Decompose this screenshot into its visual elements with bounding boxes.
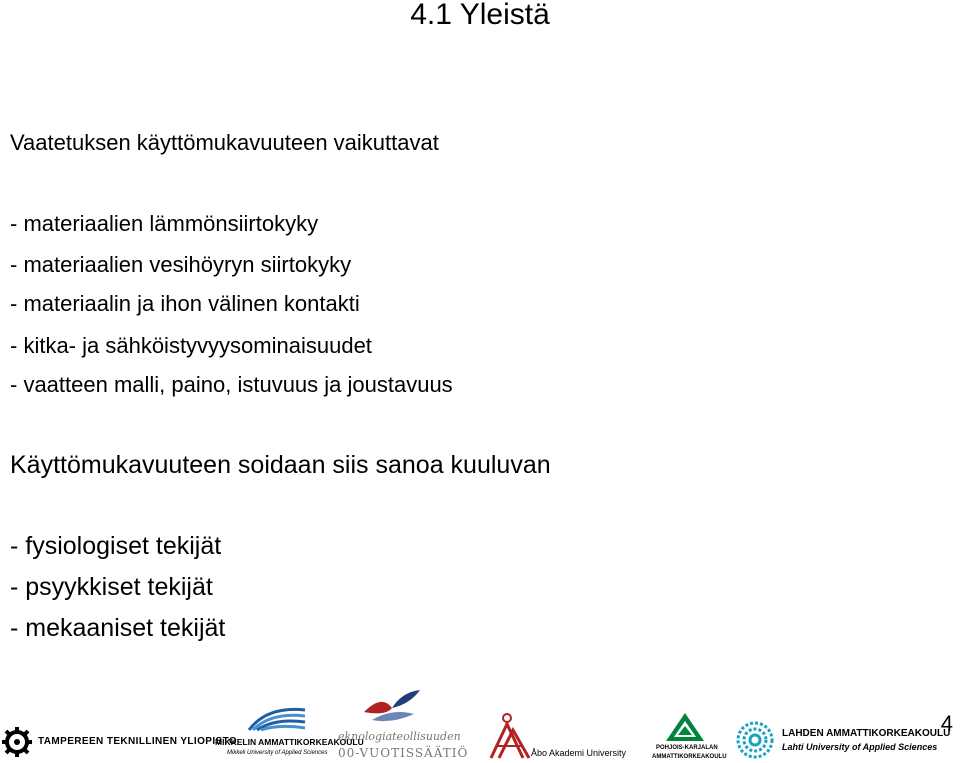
pkamk-line1: POHJOIS-KARJALAN <box>656 745 718 751</box>
pkamk-line2: AMMATTIKORKEAKOULU <box>652 754 727 760</box>
mikkeli-logo <box>213 704 364 760</box>
intro-item: - materiaalin ja ihon välinen kontakti <box>10 291 360 316</box>
summary-heading: Käyttömukavuuteen soidaan siis sanoa kuuluvan <box>10 451 551 479</box>
summary-item: - fysiologiset tekijät <box>10 532 222 560</box>
lahti-name: LAHDEN AMMATTIKORKEAKOULU <box>782 728 951 739</box>
tty-name: TAMPEREEN TEKNILLINEN YLIOPISTO <box>38 736 238 747</box>
lahti-logo <box>735 720 951 760</box>
summary-item: - psyykkiset tekijät <box>10 573 213 601</box>
waves-icon <box>247 704 307 732</box>
page-number: 4 <box>940 711 953 736</box>
footer-logos <box>0 690 951 763</box>
intro-item: - vaatteen malli, paino, istuvuus ja joustavuus <box>10 372 453 397</box>
abo-name: Åbo Akademi University <box>531 748 627 758</box>
abo-emblem-icon <box>487 712 533 760</box>
abo-logo <box>487 712 635 760</box>
summary-item: - mekaaniset tekijät <box>10 614 226 642</box>
intro-heading: Vaatetuksen käyttömukavuuteen vaikuttavat <box>10 130 439 155</box>
slide-title: 4.1 Yleistä <box>410 0 550 31</box>
tekno-line2: 00-VUOTISSÄÄTIÖ <box>338 746 469 760</box>
mikkeli-name: MIKKELIN AMMATTIKORKEAKOULU <box>215 737 364 747</box>
mikkeli-subtitle: Mikkeli University of Applied Sciences <box>227 750 328 756</box>
tekno-line1: eknologiateollisuuden <box>338 730 461 743</box>
lahti-subtitle: Lahti University of Applied Sciences <box>782 742 938 752</box>
intro-item: - materiaalien vesihöyryn siirtokyky <box>10 252 352 277</box>
intro-item: - materiaalien lämmönsiirtokyky <box>10 211 319 236</box>
spiral-icon <box>735 720 775 760</box>
pkamk-logo <box>648 712 728 762</box>
intro-item: - kitka- ja sähköistyvyysominaisuudet <box>10 333 372 358</box>
bird-icon <box>362 690 422 726</box>
gear-icon <box>2 727 32 757</box>
tekno-logo <box>338 690 468 762</box>
triangle-icon <box>665 712 705 742</box>
tty-logo <box>0 727 238 757</box>
